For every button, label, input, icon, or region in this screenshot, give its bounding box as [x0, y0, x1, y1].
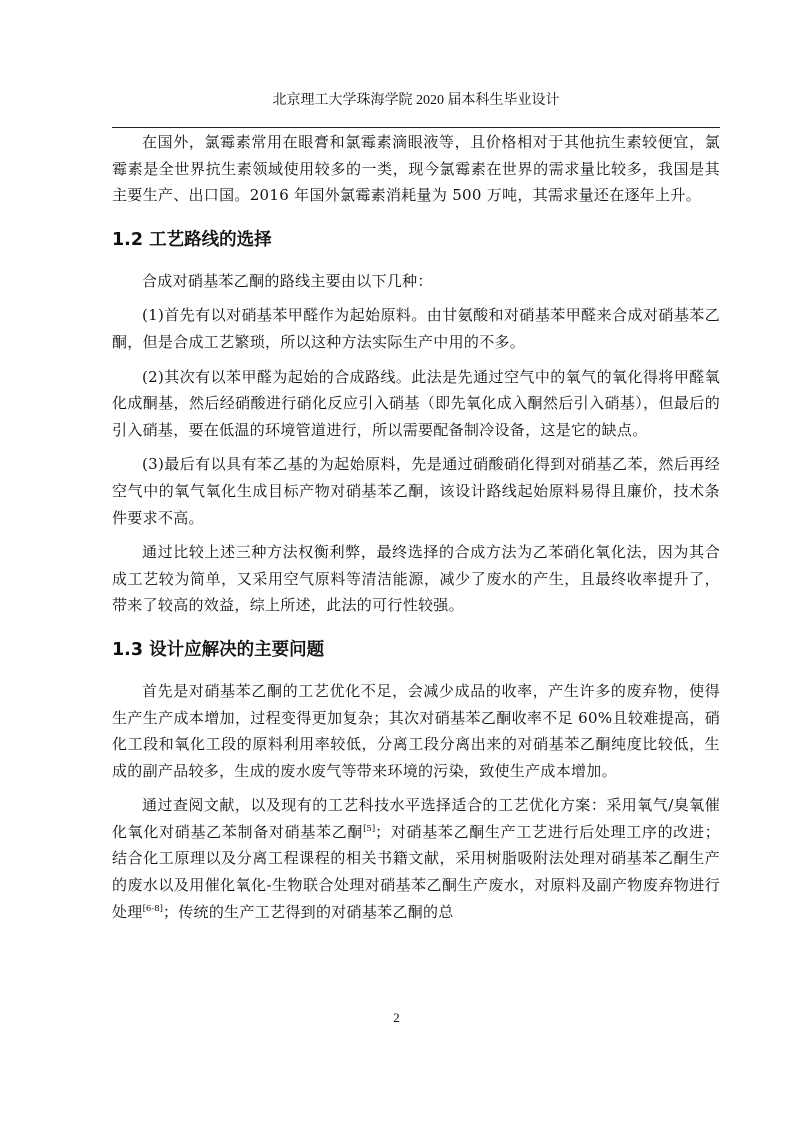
paragraph-intro: 在国外，氯霉素常用在眼膏和氯霉素滴眼液等，且价格相对于其他抗生素较便宜，氯霉素是全世界抗生素领域使用较多的一类，现今氯霉素在世界的需求量比较多，我国是其主要生产、出口国。2016 年国外氯霉素消耗量为 500 万吨，其需求量还在逐年上升。: [112, 133, 720, 205]
running-header: 北京理工大学珠海学院 2020 届本科生毕业设计: [272, 93, 560, 108]
paragraph-route-conclusion: 通过比较上述三种方法权衡利弊，最终选择的合成方法为乙苯硝化氧化法，因为其合成工艺较为简单，又采用空气原料等清洁能源，减少了废水的产生，且最终收率提升了，带来了较高的效益，综上所述，此法的可行性较强。: [112, 543, 720, 615]
page-number: 2: [393, 1010, 400, 1025]
paragraph-problems-2-part-c: ；传统的生产工艺得到的对硝基苯乙酮的总: [162, 902, 454, 921]
page-body: [112, 129, 720, 925]
citation-ref-6-8: [6-8]: [142, 903, 163, 914]
paragraph-route-intro: 合成对硝基苯乙酮的路线主要由以下几种：: [142, 271, 433, 290]
citation-ref-5: [5]: [363, 823, 376, 834]
paragraph-route-2: (2)其次有以苯甲醛为起始的合成路线。此法是先通过空气中的氧气的氧化得将甲醛氧化成酮基，然后经硝酸进行硝化反应引入硝基（即先氧化成入酮然后引入硝基），但最后的引入硝基，要在低温的环境管道进行，所以需要配备制冷设备，这是它的缺点。: [112, 367, 720, 439]
paragraph-route-1: (1)首先有以对硝基苯甲醛作为起始原料。由甘氨酸和对硝基苯甲醛来合成对硝基苯乙酮，但是合成工艺繁琐，所以这种方法实际生产中用的不多。: [112, 306, 720, 351]
section-heading-1-2: 1.2 工艺路线的选择: [112, 229, 272, 250]
paragraph-problems-2: [112, 792, 720, 925]
paragraph-route-3: (3)最后有以具有苯乙基的为起始原料，先是通过硝酸硝化得到对硝基乙苯，然后再经空气中的氧气氧化生成目标产物对硝基苯乙酮，该设计路线起始原料易得且廉价，技术条件要求不高。: [112, 455, 720, 527]
paragraph-problems-1: 首先是对硝基苯乙酮的工艺优化不足，会减少成品的收率，产生许多的废弃物，使得生产生产成本增加，过程变得更加复杂；其次对硝基苯乙酮收率不足 60%且较难提高，硝化工段和氧化工段的原料利用率较低，分离工段分离出来的对硝基苯乙酮纯度比较低，生成的副产品较多，生成的废水废气等带来环境的污染，致使生产成本增加。: [112, 681, 720, 780]
paragraph-problems-2-part-b: ；对硝基苯乙酮生产工艺进行后处理工序的改进；结合化工原理以及分离工程课程的相关书籍文献，采用树脂吸附法处理对硝基苯乙酮生产的废水以及用催化氧化-生物联合处理对硝基苯乙酮生产废水，对原料及副产物废弃物进行处理: [112, 822, 720, 921]
paragraph-problems-2-part-a: 通过查阅文献，以及现有的工艺科技水平选择适合的工艺优化方案：采用氧气/臭氧催化氧化对硝基乙苯制备对硝基苯乙酮: [112, 796, 720, 841]
section-heading-1-3: 1.3 设计应解决的主要问题: [112, 639, 325, 660]
header-divider: [112, 127, 720, 128]
